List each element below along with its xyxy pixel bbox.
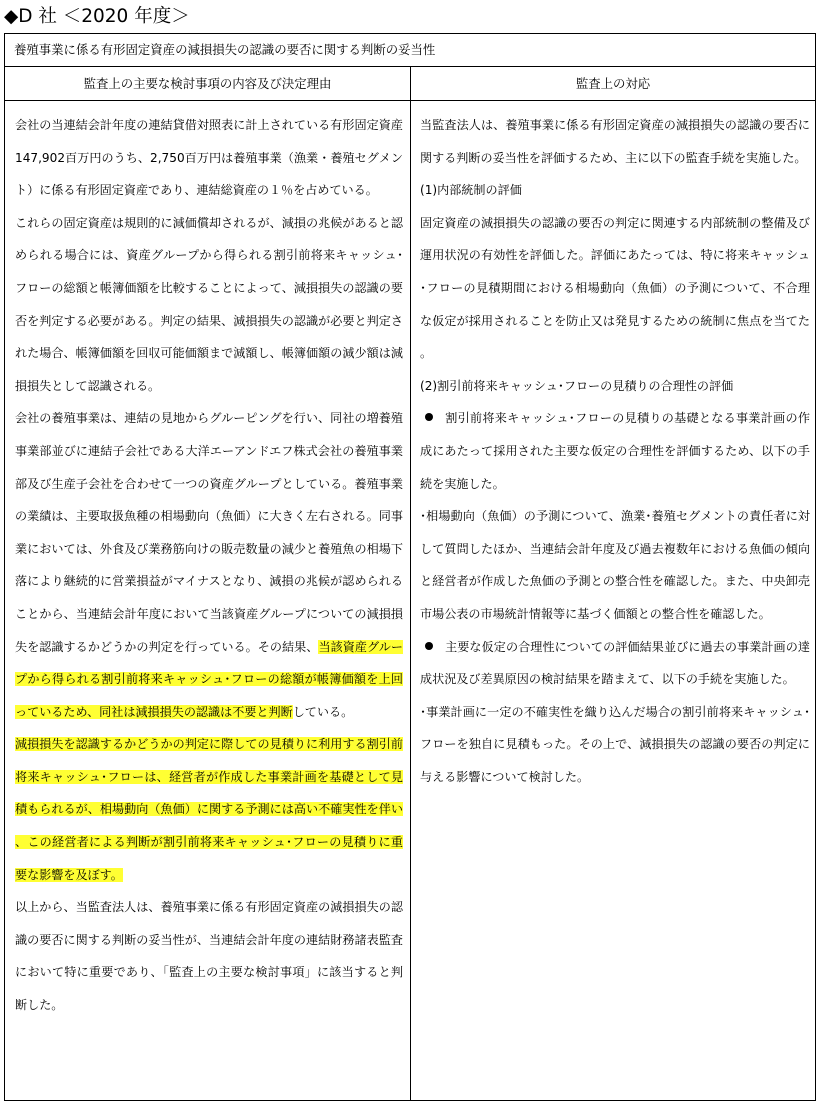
kam-text: 会社の養殖事業は、連結の見地からグルーピングを行い、同社の増養殖事業部並びに連結子会社である大洋エーアンドエフ株式会社の養殖事業部及び生産子会社を合わせて一つの資産グループとしている。養殖事業の業績は、主要取扱魚種の相場動向（魚価）に大きく左右される。同事業においては、外食及び業務筋向けの販売数量の減少と養殖魚の相場下落により継続的に営業損益がマイナスとなり、減損の兆候が認められることから、当連結会計年度において当該資産グループについての減損損失を認識するかどうかの判定を行っている。その結果、 xyxy=(15,411,403,654)
bullet-text: 主要な仮定の合理性についての評価結果並びに過去の事業計画の達成状況及び差異原因の検討結果を踏まえて、以下の手続を実施した。 xyxy=(420,639,810,687)
bullet-text: 割引前将来キャッシュ･フローの見積りの基礎となる事業計画の作成にあたって採用された主要な仮定の合理性を評価するため、以下の手続を実施した。 xyxy=(420,411,810,491)
kam-text: している。 xyxy=(292,704,354,719)
response-bullet xyxy=(420,631,810,696)
topic-title: 養殖事業に係る有形固定資産の減損損失の認識の要否に関する判断の妥当性 xyxy=(5,34,815,67)
highlighted-text: 減損損失を認識するかどうかの判定に際しての見積りに利用する割引前将来キャッシュ･フローは、経営者が作成した事業計画を基礎として見積もられるが、相場動向（魚価）に関する予測には高い不確実性を伴い、この経営者による判断が割引前将来キャッシュ･フローの見積りに重要な影響を及ぼす。 xyxy=(15,737,403,882)
bullet-icon xyxy=(425,413,433,421)
response-paragraph: ･事業計画に一定の不確実性を織り込んだ場合の割引前将来キャッシュ･フローを独自に見積もった。その上で、減損損失の認識の要否の判定に与える影響について検討した。 xyxy=(420,704,810,784)
column-divider xyxy=(410,67,411,1100)
kam-paragraph xyxy=(15,402,403,728)
response-paragraph: ･相場動向（魚価）の予測について、漁業･養殖セグメントの責任者に対して質問したほか、当連結会計年度及び過去複数年における魚価の傾向と経営者が作成した魚価の予測との整合性を確認した。また、中央卸売市場公表の市場統計情報等に基づく価額との整合性を確認した。 xyxy=(420,509,810,621)
kam-paragraph: 以上から、当監査法人は、養殖事業に係る有形固定資産の減損損失の認識の要否に関する判断の妥当性が、当連結会計年度の連結財務諸表監査において特に重要であり、「監査上の主要な検討事項」に該当すると判断した。 xyxy=(15,900,403,1013)
page-title: ◆D 社 ＜2020 年度＞ xyxy=(4,6,190,27)
kam-table xyxy=(4,33,816,1101)
bullet-icon xyxy=(425,642,433,650)
response-bullet xyxy=(420,402,810,500)
response-paragraph: 当監査法人は、養殖事業に係る有形固定資産の減損損失の認識の要否に関する判断の妥当性を評価するため、主に以下の監査手続を実施した。 xyxy=(420,118,810,165)
highlighted-text: 当該資産グループから得られる割引前将来キャッシュ･フローの総額が帳簿価額を上回っているため、同社は減損損失の認識は不要と判断 xyxy=(15,639,403,719)
header-kam-content: 監査上の主要な検討事項の内容及び決定理由 xyxy=(83,76,332,91)
kam-paragraph: これらの固定資産は規則的に減価償却されるが、減損の兆候があると認められる場合には、資産グループから得られる割引前将来キャッシュ･フローの総額と帳簿価額を比較することによって、減損損失の認識の要否を判定する必要がある。判定の結果、減損損失の認識が必要と判定された場合、帳簿価額を回収可能価額まで減額し、帳簿価額の減少額は減損損失として認識される。 xyxy=(15,215,403,393)
kam-paragraph xyxy=(15,728,403,891)
response-heading: (2)割引前将来キャッシュ･フローの見積りの合理性の評価 xyxy=(420,378,734,393)
header-audit-response: 監査上の対応 xyxy=(575,76,651,91)
kam-content-cell xyxy=(15,109,403,1100)
audit-response-cell xyxy=(420,109,810,1100)
kam-paragraph: 会社の当連結会計年度の連結貸借対照表に計上されている有形固定資産147,902百万円のうち、2,750百万円は養殖事業（漁業・養殖セグメント）に係る有形固定資産であり、連結総資産の１％を占めている。 xyxy=(15,118,403,198)
response-paragraph: 固定資産の減損損失の認識の要否の判定に関連する内部統制の整備及び運用状況の有効性を評価した。評価にあたっては、特に将来キャッシュ･フローの見積期間における相場動向（魚価）の予測について、不合理な仮定が採用されることを防止又は発見するための統制に焦点を当てた。 xyxy=(420,215,810,361)
response-heading: (1)内部統制の評価 xyxy=(420,183,522,198)
